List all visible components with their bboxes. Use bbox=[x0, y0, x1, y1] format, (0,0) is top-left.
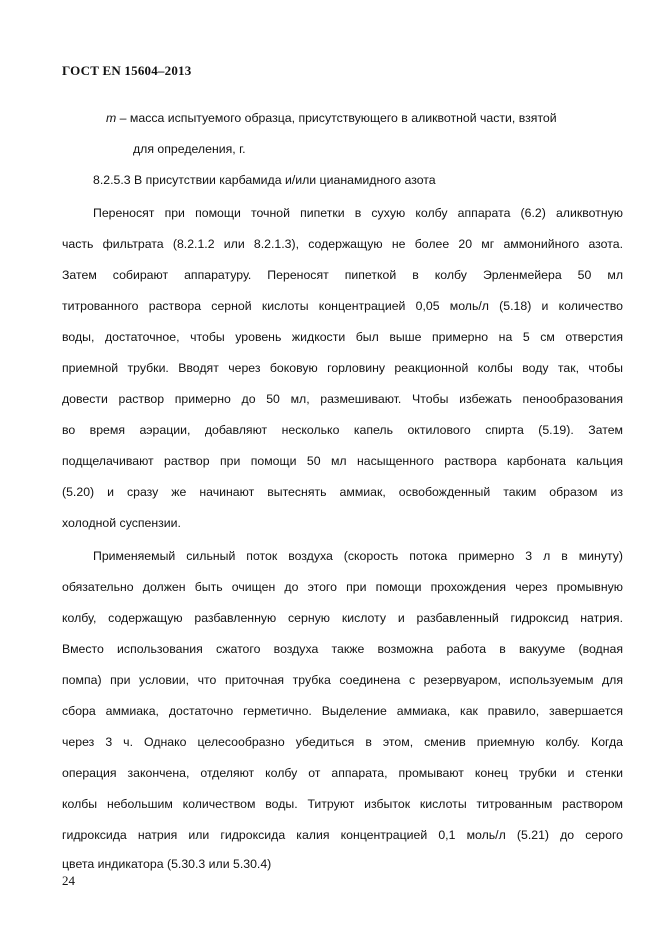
paragraph-1-line: довести раствор примерно до 50 мл, размешивают. Чтобы избежать пенообразования bbox=[62, 392, 623, 406]
paragraph-2-line: помпа) при условии, что приточная трубка соединена с резервуаром, используемым для bbox=[62, 673, 623, 687]
paragraph-1-line: часть фильтрата (8.2.1.2 или 8.2.1.3), содержащую не более 20 мг аммонийного азота. bbox=[62, 237, 623, 251]
page-number: 24 bbox=[62, 873, 75, 888]
paragraph-1-line: воды, достаточное, чтобы уровень жидкости был выше примерно на 5 см отверстия bbox=[62, 330, 623, 344]
paragraph-2-line: через 3 ч. Однако целесообразно убедиться в этом, сменив приемную колбу. Когда bbox=[62, 735, 623, 749]
paragraph-2-line: колбу, содержащую разбавленную серную кислоту и разбавленный гидроксид натрия. bbox=[62, 611, 623, 625]
paragraph-2-line: операция закончена, отделяют колбу от аппарата, промывают конец трубки и стенки bbox=[62, 766, 623, 780]
standard-header: ГОСТ EN 15604–2013 bbox=[62, 63, 192, 78]
paragraph-2-line: обязательно должен быть очищен до этого при помощи прохождения через промывную bbox=[62, 580, 623, 594]
paragraph-1-line: приемной трубки. Вводят через боковую горловину реакционной колбы воду так, чтобы bbox=[62, 361, 623, 375]
paragraph-2-line: цвета индикатора (5.30.3 или 5.30.4) bbox=[62, 857, 272, 871]
paragraph-1-line: холодной суспензии. bbox=[62, 516, 181, 530]
paragraph-1-line: во время аэрации, добавляют несколько капель октилового спирта (5.19). Затем bbox=[62, 423, 623, 437]
paragraph-2-line: сбора аммиака, достаточно герметично. Выделение аммиака, как правило, завершается bbox=[62, 704, 623, 718]
definition-text: – масса испытуемого образца, присутствующего в аликвотной части, взятой bbox=[116, 111, 557, 125]
paragraph-2-line: Применяемый сильный поток воздуха (скорость потока примерно 3 л в минуту) bbox=[93, 549, 623, 563]
variable-symbol: m bbox=[106, 111, 117, 125]
definition-line-2: для определения, г. bbox=[133, 142, 246, 156]
paragraph-2-line: колбы небольшим количеством воды. Титруют избыток кислоты титрованным раствором bbox=[62, 797, 623, 811]
definition-line-1 bbox=[106, 110, 557, 126]
paragraph-1-line: (5.20) и сразу же начинают вытеснять аммиак, освобожденный таким образом из bbox=[62, 485, 623, 499]
paragraph-1-line: Затем собирают аппаратуру. Переносят пипеткой в колбу Эрленмейера 50 мл bbox=[62, 268, 623, 282]
paragraph-1-line: титрованного раствора серной кислоты концентрацией 0,05 моль/л (5.18) и количество bbox=[62, 299, 623, 313]
paragraph-2-line: Вместо использования сжатого воздуха также возможна работа в вакууме (водная bbox=[62, 642, 623, 656]
section-heading: 8.2.5.3 В присутствии карбамида и/или цианамидного азота bbox=[93, 173, 436, 187]
paragraph-2-line: гидроксида натрия или гидроксида калия концентрацией 0,1 моль/л (5.21) до серого bbox=[62, 828, 623, 842]
paragraph-1-line: подщелачивают раствор при помощи 50 мл насыщенного раствора карбоната кальция bbox=[62, 454, 623, 468]
paragraph-1-line: Переносят при помощи точной пипетки в сухую колбу аппарата (6.2) аликвотную bbox=[93, 206, 623, 220]
